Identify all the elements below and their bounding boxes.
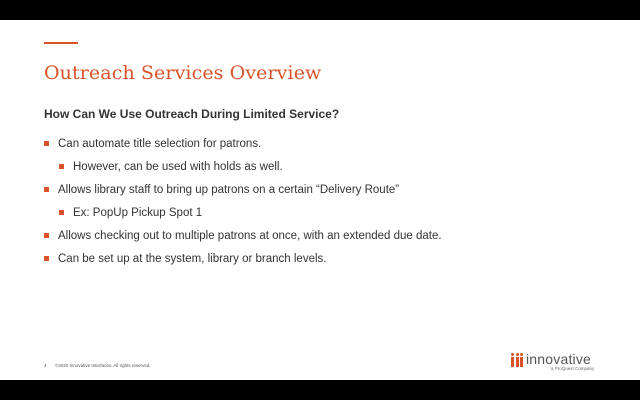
- bullet-square-icon: [59, 210, 64, 215]
- page-number: 4: [44, 363, 47, 368]
- bullet-text: However, can be used with holds as well.: [73, 161, 283, 173]
- innovative-logo-icon: [511, 353, 523, 367]
- bullet-square-icon: [44, 141, 49, 146]
- sub-bullet-item: [44, 205, 442, 228]
- bullet-text: Can automate title selection for patrons.: [58, 138, 262, 150]
- sub-bullet-item: [44, 159, 442, 182]
- bullet-item: [44, 228, 442, 251]
- logo-tagline: a ProQuest Company: [551, 366, 595, 371]
- bullet-square-icon: [59, 164, 64, 169]
- innovative-logo: [511, 351, 601, 375]
- bullet-text: Allows checking out to multiple patrons at once, with an extended due date.: [58, 230, 442, 242]
- bullet-square-icon: [44, 233, 49, 238]
- bullet-square-icon: [44, 256, 49, 261]
- slide-subtitle: How Can We Use Outreach During Limited Service?: [44, 107, 340, 121]
- bullet-text: Allows library staff to bring up patrons on a certain “Delivery Route”: [58, 184, 400, 196]
- bullet-square-icon: [44, 187, 49, 192]
- bullet-item: [44, 251, 442, 274]
- slide: [0, 20, 640, 380]
- bullet-text: Ex: PopUp Pickup Spot 1: [73, 207, 203, 219]
- bullet-list: [44, 136, 442, 274]
- copyright-notice: ©2020 Innovative Interfaces. All rights reserved.: [55, 363, 151, 368]
- bullet-text: Can be set up at the system, library or branch levels.: [58, 253, 327, 265]
- title-accent-line: [44, 42, 78, 44]
- bullet-item: [44, 182, 442, 205]
- slide-title: Outreach Services Overview: [44, 62, 322, 84]
- bullet-item: [44, 136, 442, 159]
- logo-wordmark: innovative: [526, 351, 592, 367]
